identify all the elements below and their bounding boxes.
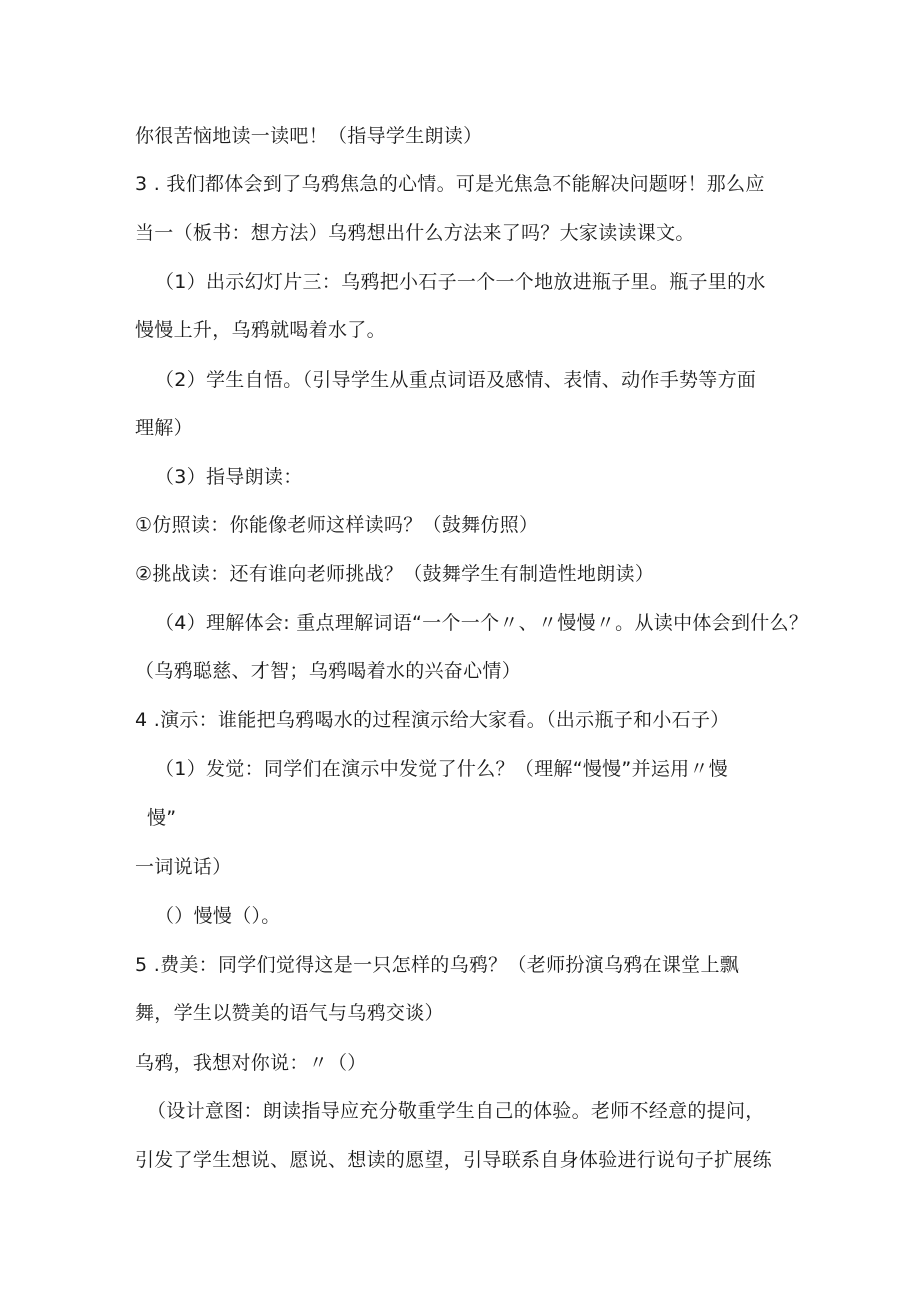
text-line: 理解）: [135, 417, 193, 439]
text-line: 乌鸦，我想对你说：〃（）: [135, 1052, 367, 1074]
text-line: 当一（板书：想方法）乌鸦想出什么方法来了吗？大家读读课文。: [135, 222, 695, 244]
text-line: 3 . 我们都体会到了乌鸦焦急的心情。可是光焦急不能解决问题呀！那么应: [135, 173, 765, 195]
text-line: 一词说话）: [135, 856, 232, 878]
text-line: 慢”: [147, 807, 177, 829]
text-line: （设计意图：朗读指导应充分敬重学生自己的体验。老师不经意的提问，: [147, 1100, 765, 1122]
text-line: 你很苦恼地读一读吧！（指导学生朗读）: [135, 125, 483, 147]
text-line: 5 .费美：同学们觉得这是一只怎样的乌鸦？（老师扮演乌鸦在课堂上飘: [135, 954, 740, 976]
text-line: ②挑战读：还有谁向老师挑战？（鼓舞学生有制造性地朗读）: [135, 563, 655, 585]
text-line: ①仿照读：你能像老师这样读吗？（鼓舞仿照）: [135, 514, 539, 536]
text-line: （1）出示幻灯片三：乌鸦把小石子一个一个地放进瓶子里。瓶子里的水: [155, 271, 766, 293]
text-line: （乌鸦聪慈、才智；乌鸦喝着水的兴奋心情）: [135, 660, 522, 682]
text-line: （3）指导朗读：: [155, 466, 303, 488]
text-line: （2）学生自悟。（引导学生从重点词语及感情、表情、动作手势等方面: [155, 369, 757, 391]
text-line: （4）理解体会: 重点理解词语“一个一个〃、〃慢慢〃。从读中体会到什么？: [155, 612, 809, 634]
text-line: （）慢慢（）。: [155, 905, 281, 927]
text-line: 4 .演示：谁能把乌鸦喝水的过程演示给大家看。（出示瓶子和小石子）: [135, 709, 730, 731]
text-line: （1）发觉：同学们在演示中发觉了什么？（理解“慢慢”并运用〃慢: [155, 758, 729, 780]
text-line: 慢慢上升，乌鸦就喝着水了。: [135, 319, 386, 341]
text-line: 舞，学生以赞美的语气与乌鸦交谈）: [135, 1002, 444, 1024]
text-line: 引发了学生想说、愿说、想读的愿望，引导联系自身体验进行说句子扩展练: [135, 1149, 772, 1171]
